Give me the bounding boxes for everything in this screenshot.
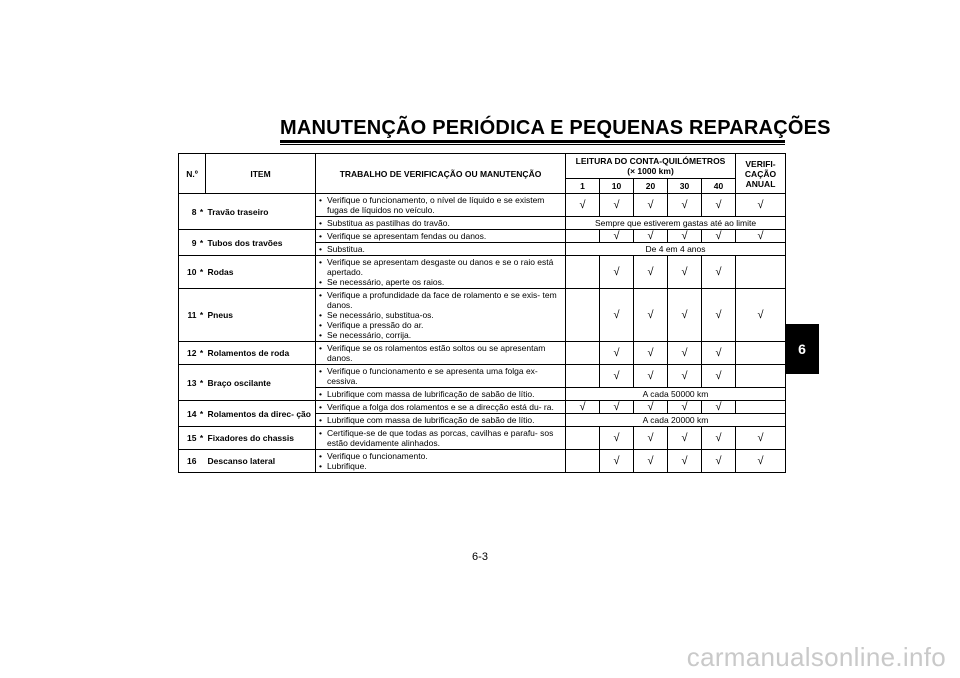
header-work: TRABALHO DE VERIFICAÇÃO OU MANUTENÇÃO xyxy=(316,154,566,194)
check-mark: √ xyxy=(736,427,786,450)
work-item: • Se necessário, corrija. xyxy=(319,330,562,340)
check-mark: √ xyxy=(634,365,668,388)
check-mark xyxy=(566,450,600,473)
table-row xyxy=(179,401,786,414)
work-list xyxy=(319,195,562,215)
work-item: • Lubrifique com massa de lubrificação de sabão de lítio. xyxy=(319,415,562,425)
row-asterisk xyxy=(198,450,206,473)
check-mark: √ xyxy=(634,450,668,473)
row-work xyxy=(316,342,566,365)
work-item: • Verifique se apresentam desgaste ou danos e se o raio está apertado. xyxy=(319,257,562,277)
title-rule-thin xyxy=(280,144,785,145)
check-mark: √ xyxy=(668,230,702,243)
check-mark: √ xyxy=(702,401,736,414)
row-item: Descanso lateral xyxy=(206,450,316,473)
row-asterisk: * xyxy=(198,427,206,450)
check-mark: √ xyxy=(634,401,668,414)
row-work xyxy=(316,243,566,256)
check-mark: √ xyxy=(702,289,736,342)
row-number: 11 xyxy=(179,289,198,342)
row-work xyxy=(316,388,566,401)
check-mark: √ xyxy=(668,256,702,289)
check-mark: √ xyxy=(668,194,702,217)
check-mark xyxy=(566,230,600,243)
row-number: 9 xyxy=(179,230,198,256)
check-mark: √ xyxy=(668,450,702,473)
row-number: 8 xyxy=(179,194,198,230)
row-number: 13 xyxy=(179,365,198,401)
work-list xyxy=(319,402,562,412)
check-mark: √ xyxy=(600,256,634,289)
check-mark: √ xyxy=(634,342,668,365)
work-list xyxy=(319,428,562,448)
table-row xyxy=(179,427,786,450)
table-row xyxy=(179,230,786,243)
work-list xyxy=(319,231,562,241)
work-item: • Se necessário, substitua-os. xyxy=(319,310,562,320)
page-title: MANUTENÇÃO PERIÓDICA E PEQUENAS REPARAÇÕES xyxy=(280,117,831,139)
row-work xyxy=(316,365,566,388)
row-work xyxy=(316,217,566,230)
row-asterisk: * xyxy=(198,230,206,256)
check-mark xyxy=(736,342,786,365)
check-mark: √ xyxy=(668,289,702,342)
check-mark: √ xyxy=(634,230,668,243)
work-item: • Verifique a folga dos rolamentos e se a direcção está du- ra. xyxy=(319,402,562,412)
header-item: ITEM xyxy=(206,154,316,194)
work-item: • Substitua. xyxy=(319,244,562,254)
table-body xyxy=(179,194,786,473)
row-number: 10 xyxy=(179,256,198,289)
row-work xyxy=(316,450,566,473)
table-row xyxy=(179,342,786,365)
header-km-30: 30 xyxy=(668,179,702,194)
header-odometer xyxy=(566,154,736,179)
row-item: Rodas xyxy=(206,256,316,289)
check-mark: √ xyxy=(668,427,702,450)
interval-span: A cada 20000 km xyxy=(566,414,786,427)
check-mark: √ xyxy=(668,401,702,414)
row-work xyxy=(316,401,566,414)
check-mark: √ xyxy=(600,194,634,217)
header-no: N.º xyxy=(179,154,206,194)
title-rule xyxy=(280,140,785,143)
header-km-1: 1 xyxy=(566,179,600,194)
row-work xyxy=(316,414,566,427)
work-item: • Verifique se os rolamentos estão soltos ou se apresentam danos. xyxy=(319,343,562,363)
row-item: Rolamentos de roda xyxy=(206,342,316,365)
work-list xyxy=(319,343,562,363)
check-mark: √ xyxy=(634,427,668,450)
work-list xyxy=(319,451,562,471)
row-asterisk: * xyxy=(198,194,206,230)
row-number: 14 xyxy=(179,401,198,427)
check-mark: √ xyxy=(702,256,736,289)
check-mark: √ xyxy=(600,450,634,473)
table-row xyxy=(179,194,786,217)
check-mark: √ xyxy=(634,289,668,342)
check-mark xyxy=(566,365,600,388)
work-item: • Verifique o funcionamento. xyxy=(319,451,562,461)
row-item: Rolamentos da direc- ção xyxy=(206,401,316,427)
check-mark: √ xyxy=(702,342,736,365)
row-item: Fixadores do chassis xyxy=(206,427,316,450)
table-row xyxy=(179,256,786,289)
work-item: • Lubrifique. xyxy=(319,461,562,471)
check-mark: √ xyxy=(702,365,736,388)
work-item: • Verifique a pressão do ar. xyxy=(319,320,562,330)
row-item: Travão traseiro xyxy=(206,194,316,230)
header-km-10: 10 xyxy=(600,179,634,194)
work-list xyxy=(319,244,562,254)
check-mark: √ xyxy=(600,342,634,365)
check-mark: √ xyxy=(600,230,634,243)
check-mark: √ xyxy=(600,401,634,414)
maintenance-table xyxy=(178,153,786,473)
work-item: • Verifique se apresentam fendas ou danos. xyxy=(319,231,562,241)
check-mark: √ xyxy=(736,230,786,243)
check-mark xyxy=(566,342,600,365)
work-item: • Se necessário, aperte os raios. xyxy=(319,277,562,287)
work-list xyxy=(319,366,562,386)
watermark-logo: carmanualsonline.info xyxy=(686,642,946,672)
check-mark: √ xyxy=(600,365,634,388)
header-km-20: 20 xyxy=(634,179,668,194)
row-asterisk: * xyxy=(198,256,206,289)
check-mark: √ xyxy=(600,289,634,342)
row-asterisk: * xyxy=(198,342,206,365)
check-mark: √ xyxy=(736,450,786,473)
row-work xyxy=(316,230,566,243)
row-work xyxy=(316,289,566,342)
header-km-40: 40 xyxy=(702,179,736,194)
row-item: Braço oscilante xyxy=(206,365,316,401)
check-mark: √ xyxy=(600,427,634,450)
check-mark: √ xyxy=(566,401,600,414)
work-item: • Verifique o funcionamento e se apresenta uma folga ex- cessiva. xyxy=(319,366,562,386)
work-item: • Lubrifique com massa de lubrificação de sabão de lítio. xyxy=(319,389,562,399)
row-number: 12 xyxy=(179,342,198,365)
check-mark: √ xyxy=(668,365,702,388)
check-mark: √ xyxy=(566,194,600,217)
check-mark xyxy=(566,427,600,450)
check-mark: √ xyxy=(736,194,786,217)
check-mark: √ xyxy=(736,289,786,342)
header-annual: VERIFI- CAÇÃO ANUAL xyxy=(736,154,786,194)
work-item: • Certifique-se de que todas as porcas, cavilhas e parafu- sos estão devidamente alinhados. xyxy=(319,428,562,448)
row-asterisk: * xyxy=(198,365,206,401)
row-asterisk: * xyxy=(198,289,206,342)
header-odometer-label: LEITURA DO CONTA-QUILÓMETROS xyxy=(575,156,726,166)
work-item: • Substitua as pastilhas do travão. xyxy=(319,218,562,228)
table-row xyxy=(179,365,786,388)
row-asterisk: * xyxy=(198,401,206,427)
check-mark xyxy=(736,256,786,289)
check-mark: √ xyxy=(702,230,736,243)
check-mark xyxy=(566,289,600,342)
check-mark: √ xyxy=(702,194,736,217)
work-list xyxy=(319,218,562,228)
work-list xyxy=(319,257,562,287)
interval-span: De 4 em 4 anos xyxy=(566,243,786,256)
header-odometer-unit: (× 1000 km) xyxy=(627,166,674,176)
row-number: 15 xyxy=(179,427,198,450)
row-work xyxy=(316,256,566,289)
check-mark: √ xyxy=(702,450,736,473)
page-number: 6-3 xyxy=(472,551,488,563)
check-mark: √ xyxy=(634,256,668,289)
interval-span: A cada 50000 km xyxy=(566,388,786,401)
row-work xyxy=(316,427,566,450)
table-row xyxy=(179,450,786,473)
table-row xyxy=(179,289,786,342)
interval-span: Sempre que estiverem gastas até ao limite xyxy=(566,217,786,230)
row-item: Tubos dos travões xyxy=(206,230,316,256)
work-item: • Verifique a profundidade da face de rolamento e se exis- tem danos. xyxy=(319,290,562,310)
row-number: 16 xyxy=(179,450,198,473)
check-mark xyxy=(736,365,786,388)
check-mark: √ xyxy=(634,194,668,217)
row-work xyxy=(316,194,566,217)
check-mark xyxy=(736,401,786,414)
work-list xyxy=(319,290,562,340)
work-list xyxy=(319,389,562,399)
check-mark: √ xyxy=(668,342,702,365)
check-mark: √ xyxy=(702,427,736,450)
check-mark xyxy=(566,256,600,289)
work-item: • Verifique o funcionamento, o nível de líquido e se existem fugas de líquidos no veículo. xyxy=(319,195,562,215)
chapter-tab: 6 xyxy=(785,324,819,374)
work-list xyxy=(319,415,562,425)
row-item: Pneus xyxy=(206,289,316,342)
